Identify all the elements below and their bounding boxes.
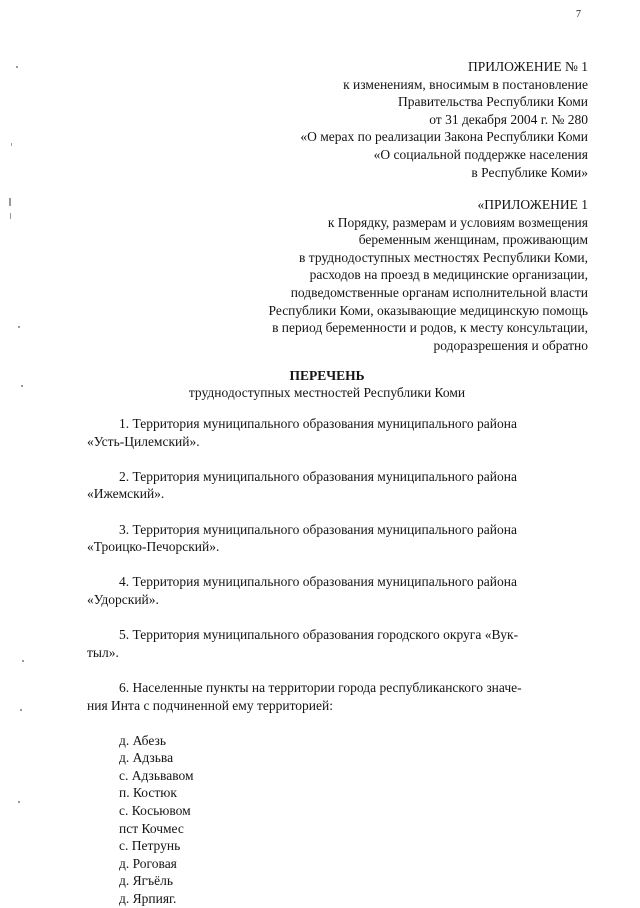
settlement-item: д. Ярпияг. [119,891,177,907]
item-continuation: «Ижемский». [87,486,165,502]
settlement-item: с. Петрунь [119,838,181,854]
item-text: 2. Территория муниципального образования муниципального района [119,468,517,484]
appendix-header-line: от 31 декабря 2004 г. № 280 [429,111,588,127]
appendix-header-line: «О социальной поддержке населения [373,146,588,162]
item-continuation: «Усть-Цилемский». [87,433,200,449]
list-item [87,573,590,626]
appendix-inner-header [269,196,588,354]
scan-speck [18,801,20,803]
list-item [87,626,590,679]
appendix-inner-line: к Порядку, размерам и условиям возмещения [327,214,588,230]
item-text: 5. Территория муниципального образования городского округа «Вук- [119,627,519,643]
page-number: 7 [576,9,581,20]
list-item [87,679,590,732]
scan-speck [22,660,24,662]
item-text: 1. Территория муниципального образования муниципального района [119,416,517,431]
appendix-inner-line: в труднодоступных местностях Республики Коми, [299,249,588,265]
document-title: ПЕРЕЧЕНЬ [289,368,365,383]
item-continuation: ния Инта с подчиненной ему территорией: [87,697,333,713]
appendix-inner-line: «ПРИЛОЖЕНИЕ 1 [477,197,588,212]
appendix-inner-line: родоразрешения и обратно [433,337,588,353]
item-continuation: «Удорский». [87,591,159,607]
item-text: 3. Территория муниципального образования муниципального района [119,521,517,537]
settlement-item: д. Адзьва [119,750,174,766]
territory-list [87,415,590,908]
scan-speck [20,709,22,711]
settlement-list [87,732,590,908]
appendix-inner-line: беременным женщинам, проживающим [358,232,588,248]
appendix-header-line: ПРИЛОЖЕНИЕ № 1 [467,59,588,74]
scan-speck [9,198,11,206]
scan-speck [10,213,11,219]
scan-speck [11,143,12,146]
scan-speck [18,326,20,328]
item-text: 4. Территория муниципального образования муниципального района [119,574,517,590]
list-item [87,415,590,468]
item-continuation: тыл». [87,644,119,660]
appendix-inner-line: в период беременности и родов, к месту консультации, [272,320,588,336]
settlement-item: д. Ягъёль [119,873,174,889]
settlement-item: с. Косьювом [119,803,191,819]
item-text: 6. Населенные пункты на территории города республиканского значе- [119,679,522,695]
list-item [87,468,590,521]
appendix-header-line: в Республике Коми» [471,164,588,180]
settlement-item: пст Кочмес [119,820,184,836]
appendix-inner-line: подведомственные органам исполнительной власти [290,284,588,300]
settlement-item: д. Роговая [119,855,177,871]
scan-speck [21,385,23,387]
appendix-inner-line: расходов на проезд в медицинские организации, [309,267,588,283]
settlement-item: с. Адзьвавом [119,767,194,783]
settlement-item: п. Костюк [119,785,177,801]
appendix-inner-line: Республики Коми, оказывающие медицинскую помощь [268,302,588,318]
item-continuation: «Троицко-Печорский». [87,539,220,555]
settlement-item: д. Абезь [119,732,167,748]
appendix-header-line: «О мерах по реализации Закона Республики Коми [300,129,588,145]
appendix-header [300,58,588,181]
list-item [87,521,590,574]
document-subtitle: труднодоступных местностей Республики Коми [188,385,466,400]
appendix-header-line: Правительства Республики Коми [397,94,588,110]
scan-speck [16,66,18,68]
appendix-header-line: к изменениям, вносимым в постановление [343,76,588,92]
